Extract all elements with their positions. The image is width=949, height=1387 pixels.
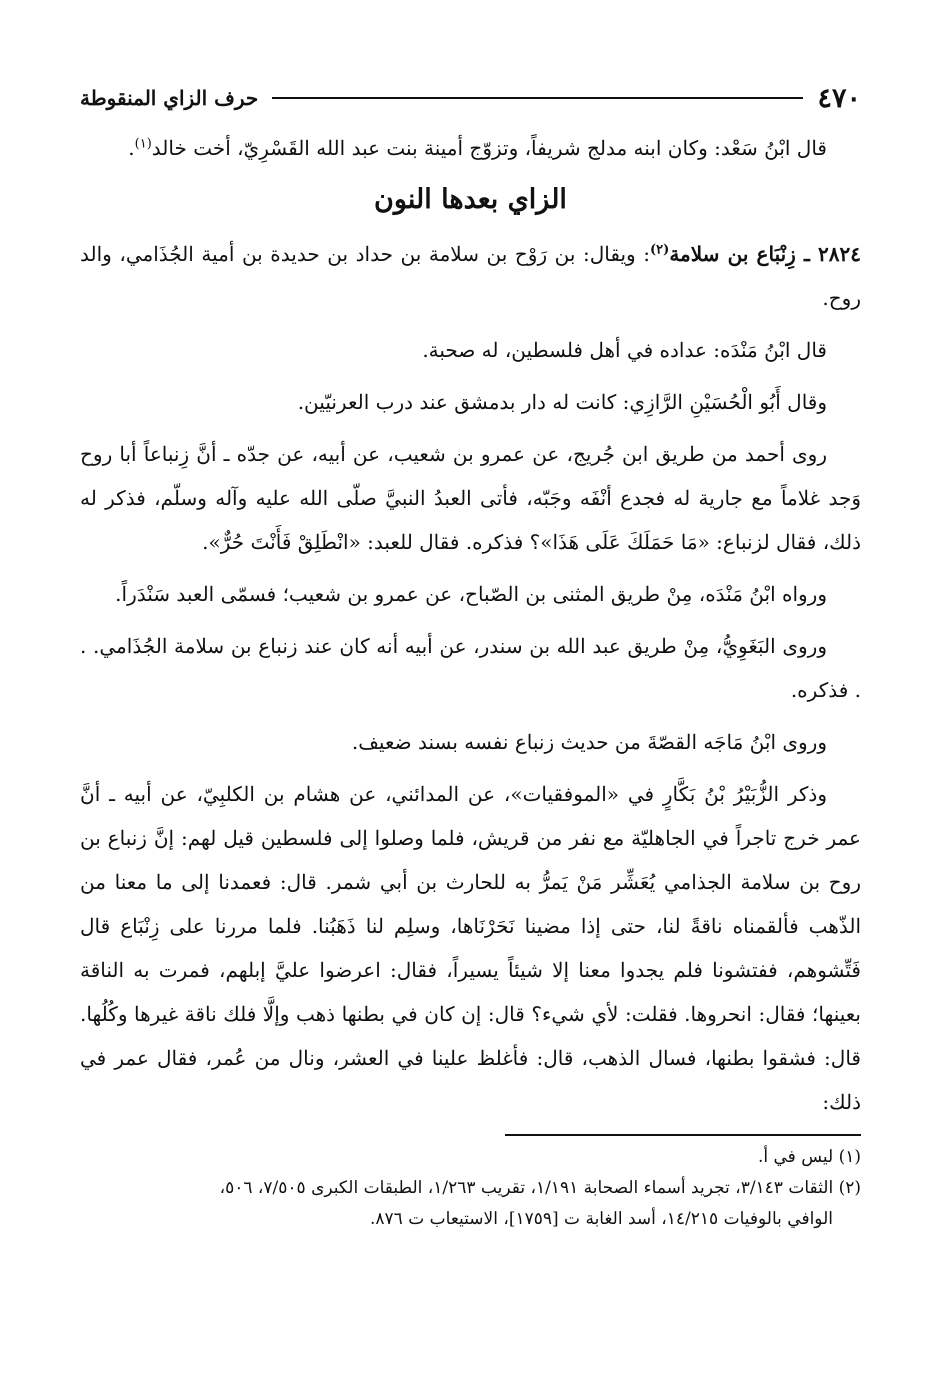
footnote-ref: (١) <box>134 136 152 152</box>
paragraph: ورواه ابْنُ مَنْدَه، مِنْ طريق المثنى بن الصّباح، عن عمرو بن شعيب؛ فسمّى العبد سَنْدَراً. <box>115 582 827 606</box>
page-number: ٤٧٠ <box>817 82 861 114</box>
main-text <box>80 126 861 1124</box>
footnote: (٢) الثقات ٣/١٤٣، تجريد أسماء الصحابة ١/١٩١، تقريب ١/٢٦٣، الطبقات الكبرى ٧/٥٠٥، ٥٠٦، <box>219 1178 861 1198</box>
paragraph <box>80 126 861 170</box>
paragraph: قال ابْنُ مَنْدَه: عداده في أهل فلسطين، له صحبة. <box>422 338 827 362</box>
header-rule <box>272 97 803 99</box>
footnotes <box>80 1142 861 1235</box>
paragraph: روى أحمد من طريق ابن جُريج، عن عمرو بن شعيب، عن أبيه، عن جدّه ـ أنَّ زِنباعاً أبا روح وَجد غلاماً مع جارية له فجدع أنْفَه وجَبّه، فأتى العبدُ النبيَّ صلّى الله عليه وآله وسلّم، فذكر له ذلك، فقال لزنباع: «مَا حَمَلَكَ عَلَى هَذَا»؟ فذكره. فقال للعبد: «انْطَلِقْ فَأَنْتَ حُرٌّ». <box>80 442 861 554</box>
footnote-ref: (٢) <box>650 242 670 258</box>
footnote: (١) ليس في أ. <box>757 1147 861 1167</box>
paragraph: وروى ابْنُ مَاجَه القصّةَ من حديث زنباع نفسه بسند ضعيف. <box>351 730 827 754</box>
running-title: حرف الزاي المنقوطة <box>80 86 259 110</box>
paragraph: وروى البَغَوِيُّ، مِنْ طريق عبد الله بن سندر، عن أبيه أنه كان عند زنباع بن سلامة الجُذَامي. . . فذكره. <box>80 634 861 702</box>
paragraph: وقال أَبُو الْحُسَيْنِ الرَّازِي: كانت له دار بدمشق عند درب العرنيّين. <box>297 390 827 414</box>
paragraph-text: قال ابْنُ سَعْد: وكان ابنه مدلج شريفاً، وتزوّج أمينة بنت عبد الله القَسْرِيّ، أخت خالد <box>151 136 827 160</box>
section-heading: الزاي بعدها النون <box>374 184 567 215</box>
entry-text: : ويقال: بن رَوْح بن سلامة بن حداد بن حديدة بن أمية الجُذَامي، والد روح. <box>80 242 861 310</box>
paragraph: وذكر الزُّبَيْرُ بْنُ بَكَّارٍ في «الموفقيات»، عن المدائني، عن هشام بن الكلبِيّ، عن أبيه ـ أنَّ عمر خرج تاجراً في الجاهليّة مع نفر من قريش، فلما وصلوا إلى فلسطين قيل لهم: إنَّ زنباع بن روح بن سلامة الجذامي يُعَشِّر مَنْ يَمرُّ به للحارث بن أبي شمر. قال: فعمدنا إلى ما معنا من الذّهب فألقمناه ناقةً لنا، حتى إذا مضينا نَحَرْنَاها، وسلِم لنا ذَهَبُنا. فلما مررنا على زِنْبَاع قال فَتِّشوهم، ففتشونا فلم يجدوا معنا إلا شيئاً يسيراً، فقال: اعرضوا عليَّ إبلهم، فمرت به الناقة بعينها؛ فقال: انحروها. فقلت: لأي شيء؟ قال: إن كان في بطنها ذهب وإلَّا فلك ناقة غيرها وكُلُها. قال: فشقوا بطنها، فسال الذهب، قال: فأغلظ علينا في العشر، ونال من عُمر، فقال عمر في ذلك: <box>80 782 861 1114</box>
page-header <box>80 78 861 118</box>
footnote-continuation: الوافي بالوفيات ١٤/٢١٥، أسد الغابة ت [١٧٥٩]، الاستيعاب ت ٨٧٦. <box>370 1209 833 1229</box>
entry-paragraph <box>80 232 861 320</box>
footnote-rule <box>505 1134 861 1136</box>
entry-heading: ٢٨٢٤ ـ زِنْبَاع بن سلامة <box>669 242 861 266</box>
paragraph-end: . <box>128 136 135 160</box>
